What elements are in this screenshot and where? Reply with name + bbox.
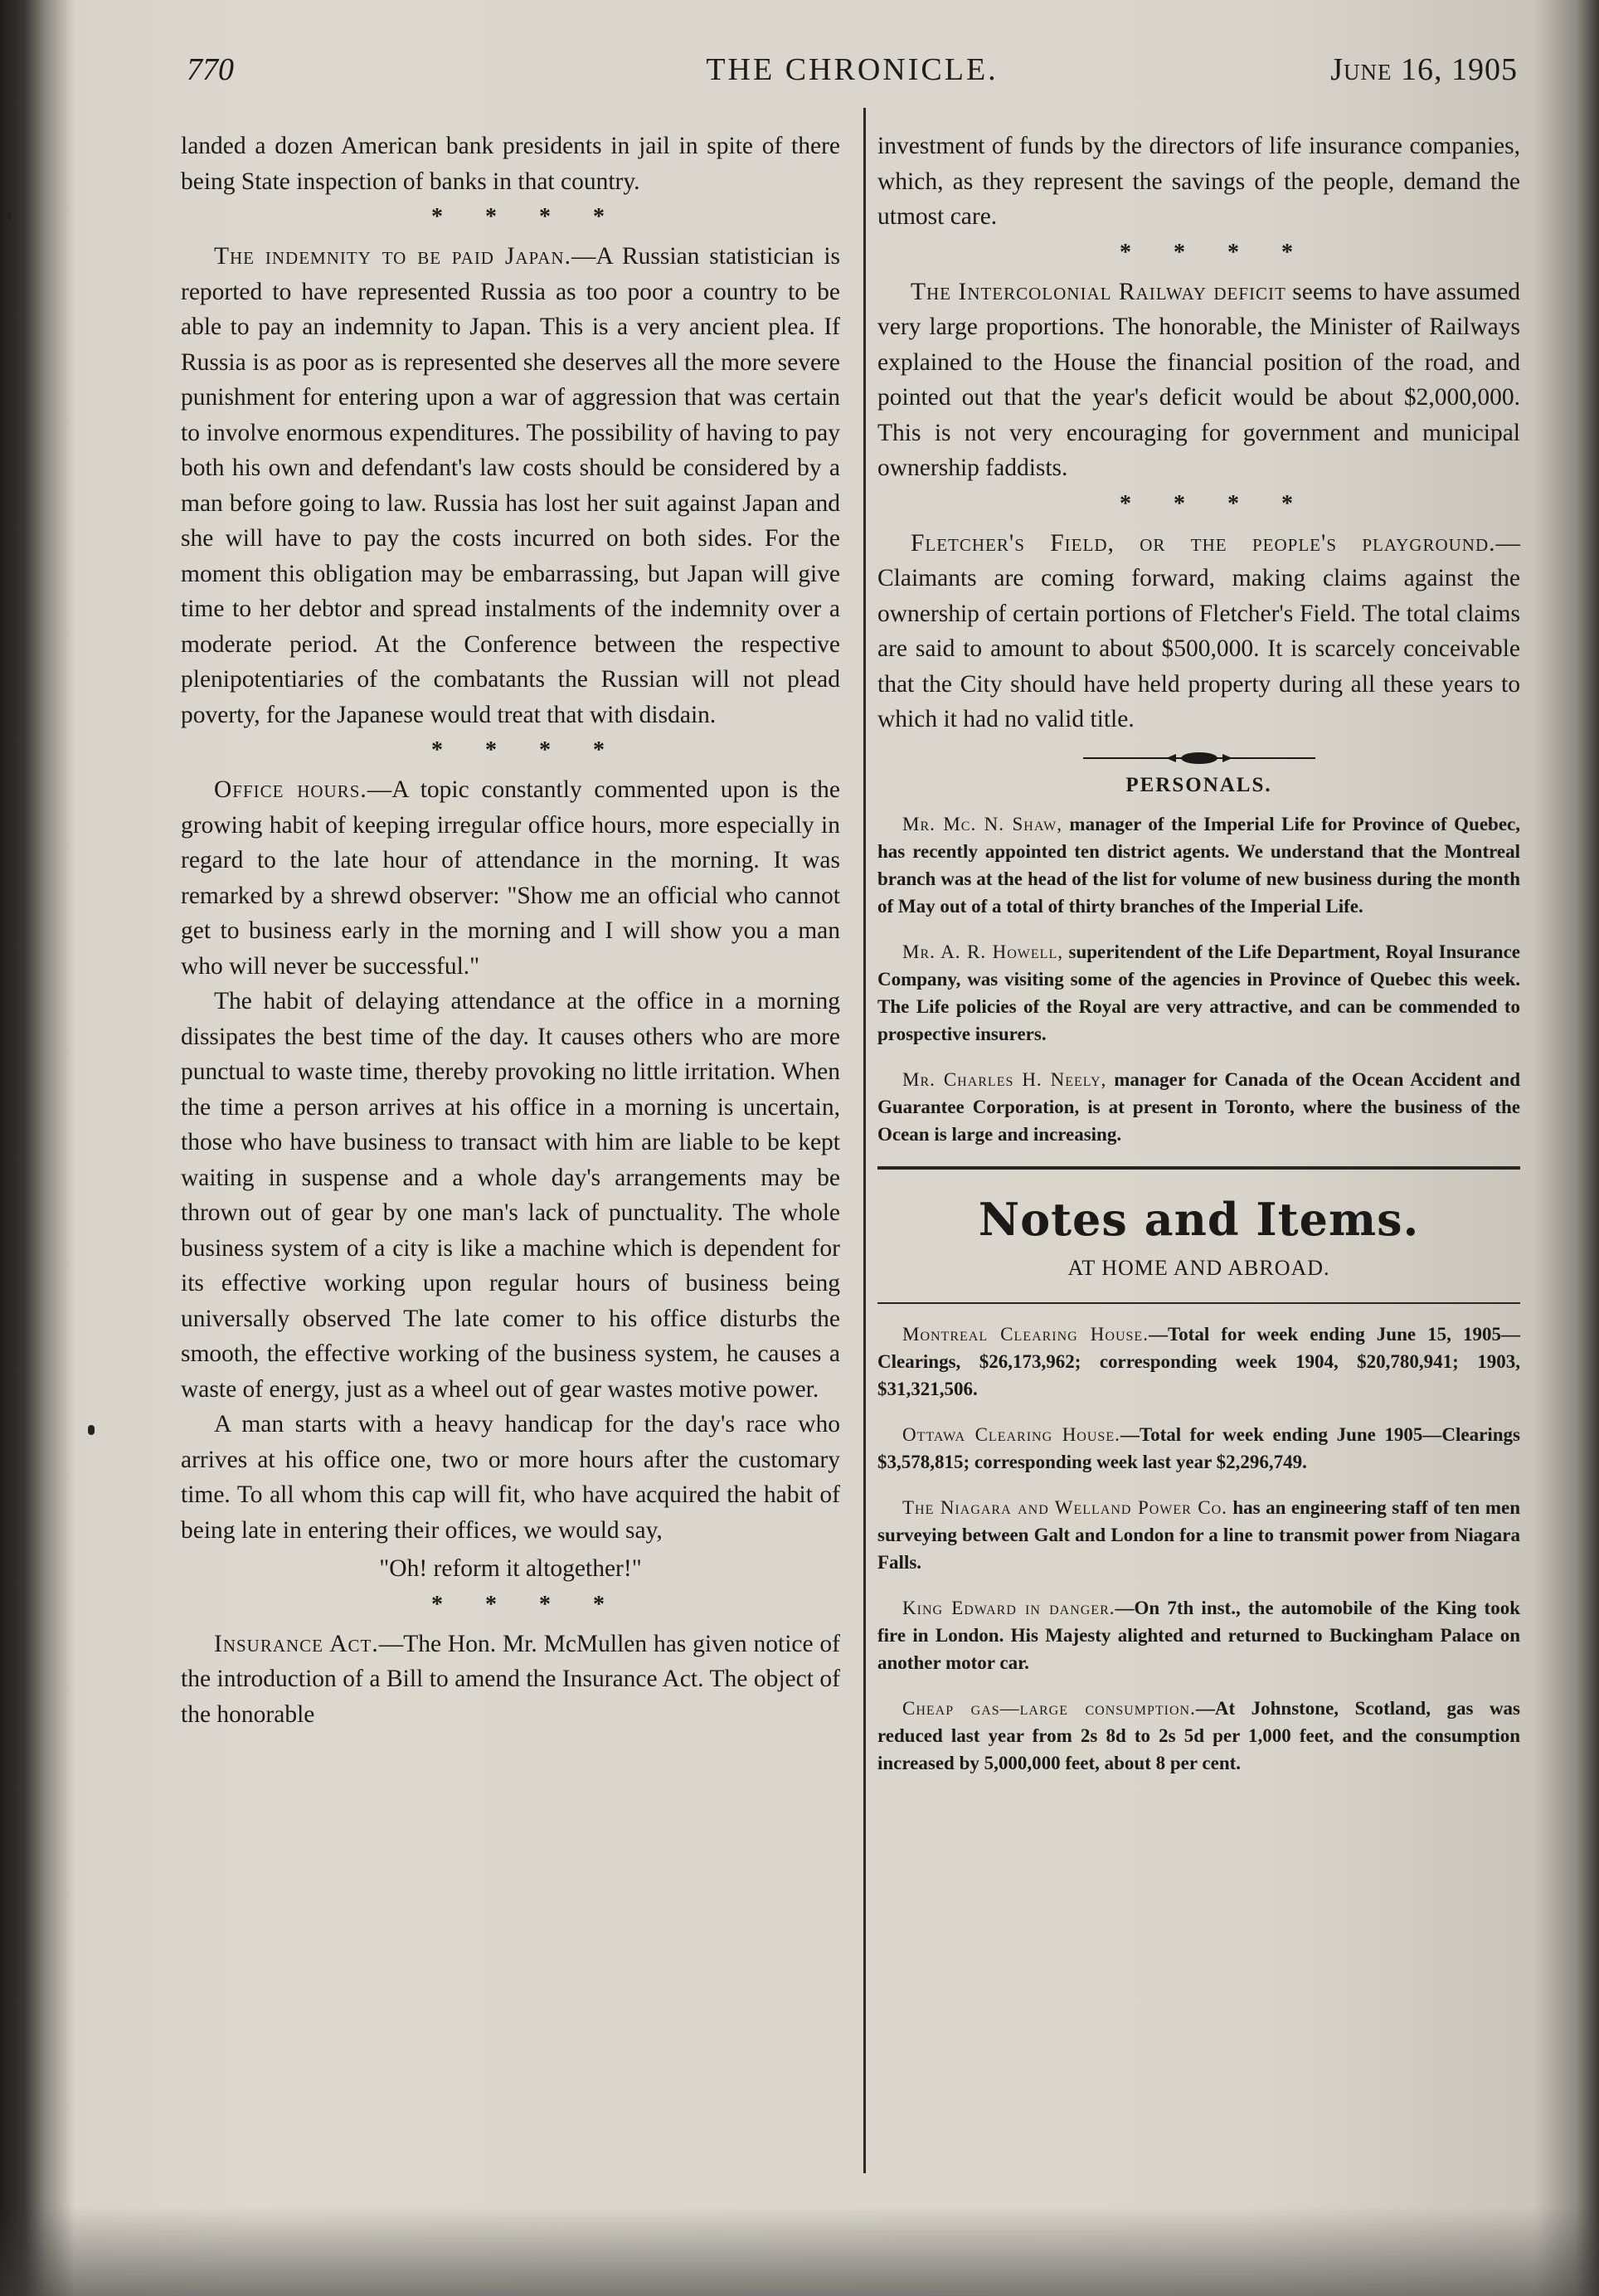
article-continuation: landed a dozen American bank presidents in jail in spite of there being State inspection of banks in that country. bbox=[181, 133, 840, 195]
person-name: Mr. Mc. N. Shaw, bbox=[902, 813, 1062, 834]
personal-item bbox=[877, 938, 1520, 1048]
column-divider bbox=[863, 108, 866, 2173]
article-body: —A Russian statistician is reported to have represented Russia as too poor a country to be able to pay an indemnity to Japan. This is a very ancient plea. If Russia is as poor as is represented she deserves all the more severe punishment for entering upon a war of aggression that was certain to involve enormous expenditures. The possibility of having to pay both his own and defendant's law costs should be considered by a man before going to law. Russia has lost her suit against Japan and she will have to pay the costs incurred on both sides. For the moment this obligation may be embarrassing, but Japan will give time to her debtor and spread instalments of the indemnity over a moderate period. At the Conference between the respective plenipotentiaries of the combatants the Russian will not plead poverty, for the Japanese would treat that with disdain. bbox=[181, 243, 840, 728]
article-paragraph: The habit of delaying attendance at the office in a morning dissipates the best time of the day. It causes others who are more punctual to waste time, thereby provoking no little irritation. When the time a person arrives at his office in a morning is uncertain, those who have business to transact with him are liable to be kept waiting in suspense and a whole day's arrangements may be thrown out of gear by one man's lack of punctuality. The whole business system of a city is like a machine which is dependent for its effective working upon regular hours of business being universally observed The late comer to his office disturbs the smooth, the effective working of the business system, he causes a waste of energy, just as a wheel out of gear wastes motive power. bbox=[181, 988, 840, 1403]
section-separator: * * * * bbox=[431, 1591, 623, 1617]
article-body: —Claimants are coming forward, making claims against the ownership of certain portions of Fletcher's Field. The total claims are said to amount to about $500,000. It is scarcely conceivable that the City should have held property during all these years to which it had no valid title. bbox=[877, 529, 1520, 732]
notes-subheading: AT HOME AND ABROAD. bbox=[1067, 1255, 1330, 1280]
article-japan-indemnity bbox=[181, 239, 840, 732]
ornament-divider bbox=[877, 749, 1520, 767]
personal-item bbox=[877, 810, 1520, 920]
article-heading: Fletcher's Field, or the people's playground. bbox=[911, 529, 1496, 557]
left-column bbox=[181, 129, 840, 1732]
article-body: —The Hon. Mr. McMullen has given notice of the introduction of a Bill to amend the Insurance Act. The object of the honorable bbox=[181, 1630, 840, 1728]
article-office-hours bbox=[181, 772, 840, 984]
section-rule bbox=[877, 1302, 1520, 1304]
note-text: —At Johnstone, Scotland, gas was reduced last year from 2s 8d to 2s 5d per 1,000 feet, and the consumption increased by 5,000,000 feet, about 8 per cent. bbox=[877, 1697, 1521, 1773]
note-item bbox=[877, 1421, 1520, 1476]
note-heading: Ottawa Clearing House. bbox=[902, 1423, 1120, 1445]
newspaper-title: THE CHRONICLE. bbox=[706, 52, 999, 87]
section-separator: * * * * bbox=[431, 737, 623, 763]
person-name: Mr. A. R. Howell, bbox=[902, 941, 1063, 962]
right-column bbox=[877, 129, 1520, 1795]
page-bottom-shadow bbox=[0, 2206, 1599, 2296]
personal-text: manager of the Imperial Life for Province of Quebec, has recently appointed ten district agents. We understand that the Montreal branch was at the head of the list for volume of new business during the month of May out of a total of thirty branches of the Imperial Life. bbox=[877, 813, 1520, 917]
note-text: —Total for week ending June 1905—Clearings $3,578,815; corresponding week last year $2,296,749. bbox=[877, 1423, 1520, 1472]
note-text: —Total for week ending June 15, 1905—Clearings, $26,173,962; corresponding week 1904, $20,780,941; 1903, $31,321,506. bbox=[877, 1323, 1520, 1399]
ornament-divider-icon bbox=[1083, 749, 1315, 767]
article-heading: The Intercolonial Railway deficit bbox=[911, 278, 1286, 305]
note-item bbox=[877, 1695, 1520, 1777]
quotation: "Oh! reform it altogether!" bbox=[379, 1555, 642, 1582]
article-paragraph: A man starts with a heavy handicap for the day's race who arrives at his office one, two or more hours after the customary time. To all whom this cap will fit, who have acquired the habit of being late in entering their offices, we would say, bbox=[181, 1411, 840, 1544]
note-item bbox=[877, 1494, 1520, 1576]
article-body: seems to have assumed very large proportions. The honorable, the Minister of Railways explained to the House the financial position of the road, and pointed out that the year's deficit would be about $2,000,000. This is not very encouraging for government and municipal ownership faddists. bbox=[877, 278, 1520, 481]
article-insurance-act bbox=[181, 1627, 840, 1733]
note-heading: Montreal Clearing House. bbox=[902, 1323, 1149, 1345]
section-separator: * * * * bbox=[431, 204, 623, 230]
section-separator: * * * * bbox=[1120, 239, 1311, 265]
page-number: 770 bbox=[187, 52, 234, 87]
note-heading: The Niagara and Welland Power Co. bbox=[902, 1496, 1227, 1518]
personal-text: manager for Canada of the Ocean Accident and Guarantee Corporation, is at present in Toronto, where the business of the Ocean is large and increasing. bbox=[877, 1068, 1520, 1145]
section-separator: * * * * bbox=[1120, 490, 1311, 517]
article-continuation: investment of funds by the directors of life insurance companies, which, as they represent the savings of the people, demand the utmost care. bbox=[877, 133, 1520, 230]
issue-date: June 16, 1905 bbox=[1330, 52, 1518, 87]
note-heading: Cheap gas—large consumption. bbox=[902, 1697, 1196, 1719]
note-item bbox=[877, 1321, 1520, 1403]
article-heading: Office hours. bbox=[214, 776, 367, 803]
note-heading: King Edward in danger. bbox=[902, 1597, 1115, 1618]
article-heading: Insurance Act. bbox=[214, 1630, 379, 1657]
article-fletchers-field bbox=[877, 526, 1520, 737]
personals-heading: PERSONALS. bbox=[1125, 773, 1272, 796]
note-text: has an engineering staff of ten men surveying between Galt and London for a line to transmit power from Niagara Falls. bbox=[877, 1496, 1521, 1573]
person-name: Mr. Charles H. Neely, bbox=[902, 1068, 1107, 1090]
article-railway-deficit bbox=[877, 275, 1520, 486]
personal-text: superitendent of the Life Department, Royal Insurance Company, was visiting some of the agencies in Province of Quebec this week. The Life policies of the Royal are very attractive, and can be commended to prospective insurers. bbox=[877, 941, 1520, 1044]
personal-item bbox=[877, 1066, 1520, 1148]
notes-heading: Notes and Items. bbox=[978, 1192, 1420, 1246]
margin-mark bbox=[7, 212, 12, 220]
note-item bbox=[877, 1594, 1520, 1676]
page-header bbox=[187, 51, 1518, 101]
note-text: —On 7th inst., the automobile of the King took fire in London. His Majesty alighted and returned to Buckingham Palace on another motor car. bbox=[877, 1597, 1520, 1673]
article-heading: The indemnity to be paid Japan. bbox=[214, 243, 571, 270]
article-body: —A topic constantly commented upon is the growing habit of keeping irregular office hours, more especially in regard to the late hour of attendance in the morning. It was remarked by a shrewd observer: "Show me an official who cannot get to business early in the morning and I will show you a man who will never be successful." bbox=[181, 776, 840, 980]
margin-mark bbox=[88, 1425, 95, 1435]
section-rule bbox=[877, 1166, 1520, 1170]
